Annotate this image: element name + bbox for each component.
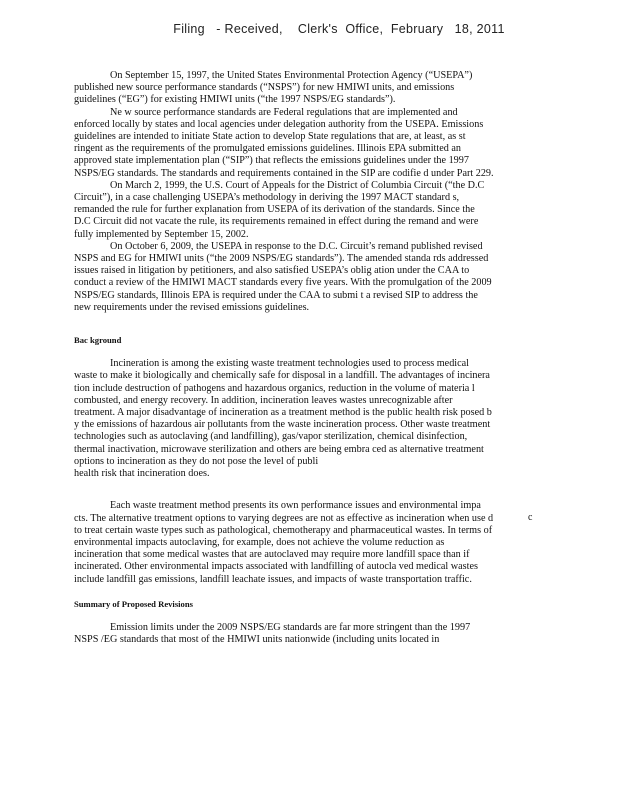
paragraph-incineration-tail: health risk that incineration does.: [74, 468, 210, 480]
paragraph-emission-limits: Emission limits under the 2009 NSPS/EG standards are far more stringent than the 1997 NSPS /EG standards that most of the HMIWI units nationwide (including units located in: [74, 621, 471, 646]
paragraph-usepa-1997: On September 15, 1997, the United States Environmental Protection Agency (“USEPA”) published new source performance standards (“NSPS”) for new HMIWI units, and emissions guidelines (“EG”) for existing HMIWI units (“the 1997 NSPS/EG standards”).: [74, 70, 473, 106]
heading-background: Bac kground: [74, 335, 122, 346]
paragraph-dc-circuit: On March 2, 1999, the U.S. Court of Appeals for the District of Columbia Circuit (“the D.C Circuit”), in a case challenging USEPA’s methodology in deriving the 1997 MACT standard s, remanded the rule for further explanation from USEPA of its derivation of the standards. Since the D.C Circuit did not vacate the rule, its requirements remained in effect during the remand and were fully implemented by September 15, 2002.: [74, 179, 485, 240]
paragraph-2009-revision: On October 6, 2009, the USEPA in response to the D.C. Circuit’s remand published revised NSPS and EG for HMIWI units (“the 2009 NSPS/EG standards”). The amended standa rds addressed issues raised in litigation by petitioners, and also satisfied USEPA’s oblig ation under the CAA to conduct a review of the HMIWI MACT standards every five years. With the promulgation of the 2009 NSPS/EG standards, Illinois EPA is required under the CAA to submi t a revised SIP to address the new requirements under the revised emissions guidelines.: [74, 240, 492, 313]
paragraph-incineration: Incineration is among the existing waste treatment technologies used to process medical waste to make it biologically and chemically safe for disposal in a landfill. The advantages of incinera tion include destruction of pathogens and hazardous organics, reduction in the volume of materia l combusted, and energy recovery. In addition, incineration leaves wastes unrecognizable after treatment. A major disadvantage of incineration as a treatment method is the public health risk posed b y the emissions of hazardous air pollutants from the waste incineration process. Other waste treatment technologies such as autoclaving (and landfilling), gas/vapor sterilization, chemical disinfection, thermal inactivation, microwave sterilization and others are being embra ced as alternative treatment options to incineration as they do not pose the level of publi: [74, 358, 492, 467]
paragraph-treatment-methods: Each waste treatment method presents its own performance issues and environmental impa cts. The alternative treatment options to varying degrees are not as effective as incineration when use d to treat certain waste types such as pathological, chemotherapy and pharmaceutical wastes. In terms of environmental impacts autoclaving, for example, does not achieve the volume reduction as incineration that some medical wastes that are autoclaved may require more landfill space than if incinerated. Other environmental impacts associated with landfilling of autocla ved medical wastes include landfill gas emissions, landfill leachate issues, and impacts of waste transportation traffic.: [74, 500, 494, 585]
heading-summary: Summary of Proposed Revisions: [74, 598, 193, 609]
paragraph-nsps-definition: Ne w source performance standards are Federal regulations that are implemented and enforced locally by states and local agencies under delegation authority from the USEPA. Emissions guidelines are intended to initiate State action to develop State regulations that are, at least, as st ringent as the requirements of the promulgated emissions guidelines. Illinois EPA submitted an approved state implementation plan (“SIP”) that reflects the emissions guidelines under the 1997 NSPS/EG standards. The standards and requirements contained in the SIP are codifie d under Part 229.: [74, 106, 494, 179]
stray-letter: c: [528, 512, 533, 523]
filing-header: Filing - Received, Clerk's Office, February 18, 2011: [173, 22, 505, 36]
document-body: [74, 70, 494, 646]
